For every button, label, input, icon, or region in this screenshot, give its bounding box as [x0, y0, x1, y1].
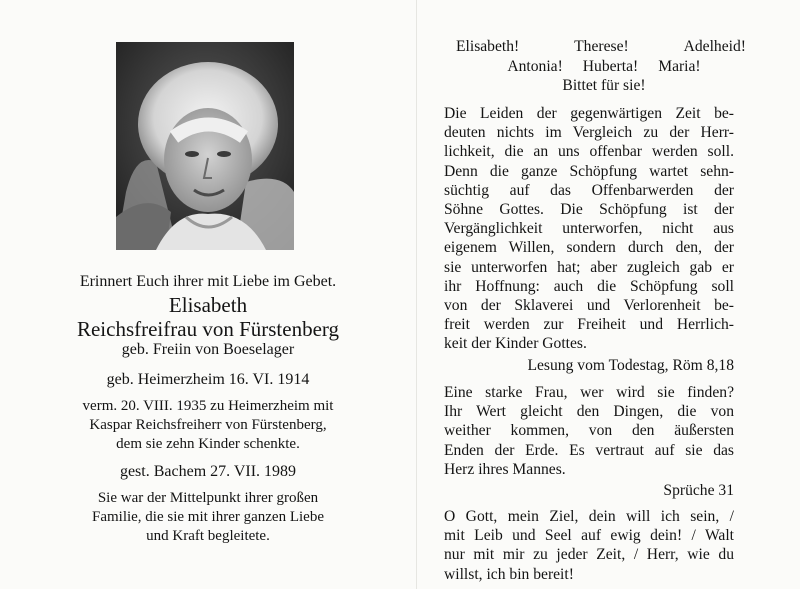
- reading-source: Lesung vom Todestag, Röm 8,18: [527, 357, 734, 374]
- tribute-line-3: und Kraft begleitete.: [146, 528, 270, 544]
- prayer-line: nur mit mir zu jeder Zeit, / Herr, wie du: [444, 546, 734, 564]
- reading-line: Vergänglichkeit unterworfen, nicht aus: [444, 220, 734, 238]
- reading-line: eigenem Willen, sondern durch den, der: [444, 239, 734, 257]
- reading-line: von der Sklaverei und Verlorenheit be-: [444, 297, 734, 315]
- litany-row-3: [444, 77, 764, 95]
- tribute-line-2: Familie, die sie mit ihrer ganzen Liebe: [91, 509, 324, 525]
- prayer-text: [444, 507, 734, 584]
- fold-line: [416, 0, 417, 589]
- proverb-source: Sprüche 31: [663, 482, 734, 499]
- portrait-photo: [116, 42, 294, 250]
- litany-name: Maria!: [658, 58, 701, 75]
- reading-line: Die Leiden der gegenwärtigen Zeit be-: [444, 105, 734, 122]
- litany-plea: Bittet für sie!: [562, 77, 646, 94]
- birth-line: geb. Heimerzheim 16. VI. 1914: [106, 371, 310, 388]
- proverb-line: Enden der Erde. Es vertraut auf sie das: [444, 441, 734, 459]
- marriage-line-3: dem sie zehn Kinder schenkte.: [116, 436, 300, 452]
- maiden-name: geb. Freiin von Boeselager: [121, 341, 295, 358]
- marriage-line-2: Kaspar Reichsfreiherr von Fürstenberg,: [89, 417, 327, 433]
- first-name: Elisabeth: [168, 293, 248, 317]
- portrait-image: [116, 42, 294, 250]
- litany-name: Huberta!: [582, 58, 639, 75]
- reading-text: [444, 104, 734, 354]
- full-name: Reichsfreifrau von Fürstenberg: [76, 317, 340, 341]
- reading-line: freit werden zur Freiheit und Herrlich-: [444, 316, 734, 334]
- reading-line: lichkeit, die an uns offenbar werden soll.: [444, 143, 734, 161]
- reading-line: Söhne Gottes. Die Schöpfung ist der: [444, 201, 734, 219]
- reading-line: süchtig auf das Offenbarwerden der: [444, 181, 734, 199]
- proverb-line: Ihr Wert gleicht den Dingen, die von: [444, 403, 734, 421]
- reading-line: ihr Hoffnung: auch die Schöpfung soll: [444, 277, 734, 295]
- reading-line: Denn die ganze Schöpfung wartet sehn-: [444, 162, 734, 180]
- proverb-line: Eine starke Frau, wer wird sie finden?: [444, 384, 734, 401]
- prayer-line: O Gott, mein Ziel, dein will ich sein, /: [444, 508, 734, 525]
- marriage-line-1: verm. 20. VIII. 1935 zu Heimerzheim mit: [82, 398, 334, 414]
- prayer-line: mit Leib und Seel auf ewig dein! / Walt: [444, 527, 734, 545]
- death-line: gest. Bachem 27. VII. 1989: [119, 463, 297, 480]
- reading-line: sie unterworfen hat; aber zugleich gab er: [444, 258, 734, 276]
- proverb-line: weither kommen, von den äußersten: [444, 422, 734, 440]
- reading-line: keit der Kinder Gottes.: [444, 335, 587, 353]
- litany-name: Adelheid!: [683, 38, 746, 55]
- litany-row-1: [456, 38, 746, 56]
- reading-line: deuten nichts im Vergleich zu der Herr-: [444, 124, 734, 142]
- litany-name: Therese!: [574, 38, 629, 55]
- litany-name: Antonia!: [507, 58, 563, 75]
- proverb-line: Herz ihres Mannes.: [444, 460, 566, 478]
- tribute-line-1: Sie war der Mittelpunkt ihrer großen: [97, 490, 319, 506]
- intro-text: Erinnert Euch ihrer mit Liebe im Gebet.: [79, 273, 337, 290]
- litany-row-2: [444, 58, 764, 76]
- prayer-line: willst, ich bin bereit!: [444, 565, 574, 583]
- proverb-text: [444, 383, 734, 479]
- litany-name: Elisabeth!: [456, 38, 520, 55]
